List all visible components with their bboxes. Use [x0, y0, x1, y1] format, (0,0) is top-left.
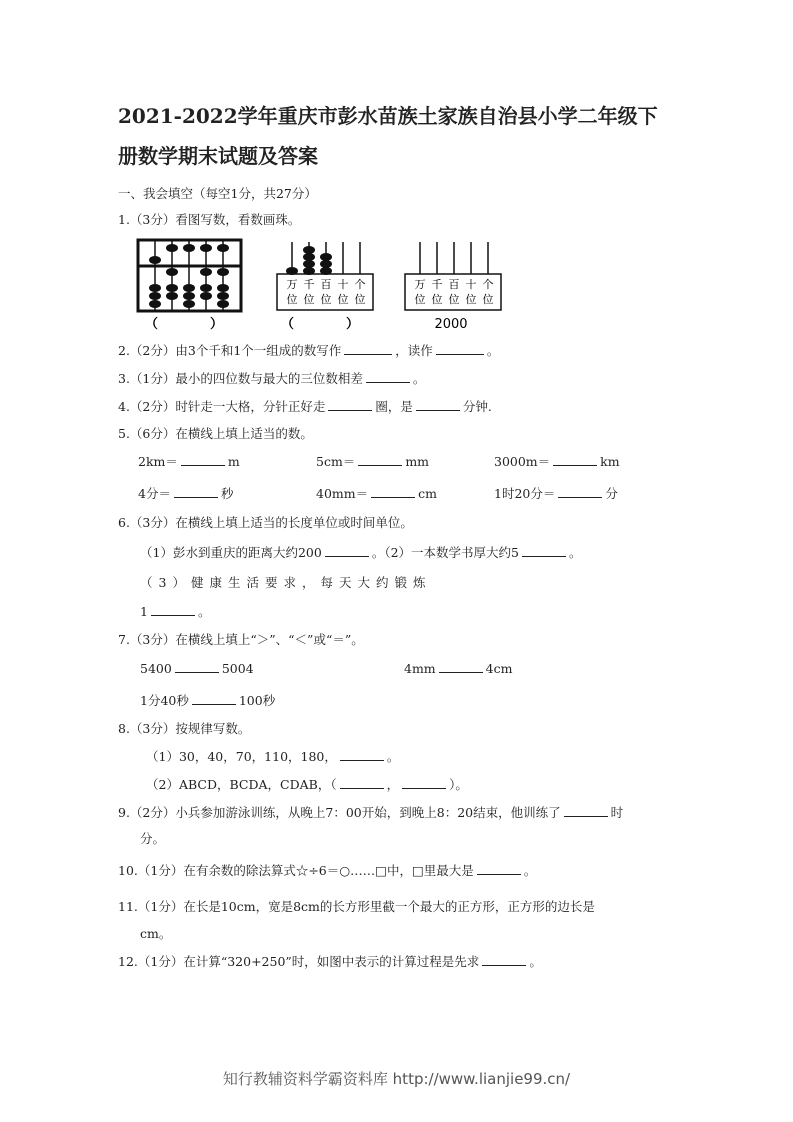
abacus-2-label-wan: 万: [286, 278, 298, 291]
q11-line-2: cm。: [140, 926, 172, 941]
q5-item-1-post: m: [227, 454, 240, 469]
q9-text-b: 时: [610, 805, 624, 820]
abacus-2-label-bai: 百: [320, 278, 332, 291]
q12-text-b: 。: [529, 954, 542, 969]
doc-title-line2: 册数学期末试题及答案: [118, 144, 318, 168]
q6-l1-c: 。: [568, 545, 582, 560]
abacus-3-unit: 位: [482, 293, 494, 306]
q5-item-5: [316, 484, 437, 502]
q5-item-2: [316, 452, 429, 470]
abacus-3-caption: 2000: [434, 317, 468, 332]
q7-item-3: [140, 691, 275, 709]
q5-item-1-pre: 2km＝: [138, 454, 178, 469]
abacus-3-unit: 位: [465, 293, 477, 306]
q8-line-1: [146, 747, 399, 765]
question-11: 11.（1分）在长是10cm，宽是8cm的长方形里截一个最大的正方形，正方形的边长是: [118, 899, 595, 914]
abacus-2-caption: （ ）: [281, 317, 360, 332]
q5-item-6: [494, 484, 618, 502]
q6-l1-a: （1）彭水到重庆的距离大约200: [140, 545, 322, 560]
q8-blank-letters-2[interactable]: [402, 776, 446, 789]
q7-item-2: [404, 660, 512, 676]
abacus-2-unit: 位: [337, 293, 349, 306]
abacus-2-label-shi: 十: [337, 278, 349, 291]
q5-blank-1[interactable]: [181, 453, 225, 466]
q8-l2-a: （2）ABCD，BCDA，CDAB，（: [146, 777, 337, 792]
q5-blank-6[interactable]: [558, 485, 602, 498]
q7-item-3-pre: 1分40秒: [140, 693, 189, 708]
abacus-3-unit: 位: [448, 293, 460, 306]
q9-text-a: 9.（2分）小兵参加游泳训练，从晚上7：00开始，到晚上8：20结束，他训练了: [118, 805, 561, 820]
abacus-figure-svg: [135, 236, 505, 332]
q5-item-6-pre: 1时20分＝: [494, 486, 556, 501]
page-footer: 知行教辅资料学霸资料库 http://www.lianjie99.cn/: [222, 1070, 571, 1088]
q5-item-1: [138, 452, 240, 470]
q7-blank-3[interactable]: [192, 692, 236, 705]
q7-blank-1[interactable]: [175, 660, 219, 673]
q5-item-4: [138, 484, 233, 502]
q5-item-5-post: cm: [418, 486, 437, 501]
q5-blank-5[interactable]: [371, 485, 415, 498]
q5-blank-2[interactable]: [358, 453, 402, 466]
abacus-3-label-ge: 个: [482, 278, 494, 291]
q10-text-a: 10.（1分）在有余数的除法算式☆÷6＝○……□中，□里最大是: [118, 863, 474, 878]
q6-blank-exercise[interactable]: [151, 603, 195, 616]
q5-item-2-post: mm: [405, 454, 430, 469]
q5-item-5-pre: 40mm＝: [316, 486, 369, 501]
q6-l3-a: 1: [140, 604, 148, 619]
question-2: [118, 341, 499, 359]
q8-l2-c: ）。: [449, 777, 468, 792]
q2-blank-reading[interactable]: [436, 342, 484, 355]
q3-text-a: 3.（1分）最小的四位数与最大的三位数相差: [118, 371, 363, 386]
q8-l1-a: （1）30，40，70，110，180，: [146, 749, 337, 764]
q8-line-2: [146, 775, 468, 793]
question-5: 5.（6分）在横线上填上适当的数。: [118, 426, 313, 441]
question-12: [118, 952, 542, 970]
q2-blank-number[interactable]: [344, 342, 392, 355]
abacus-2-label-ge: 个: [354, 278, 366, 291]
q6-l3-b: 。: [197, 604, 211, 619]
q8-blank-letters-1[interactable]: [340, 776, 384, 789]
q4-text-c: 分钟.: [462, 399, 492, 414]
q7-item-1: [140, 660, 254, 676]
q7-item-2-pre: 4mm: [404, 661, 436, 676]
q4-blank-circles[interactable]: [328, 398, 372, 411]
doc-title-line1: 2021-2022学年重庆市彭水苗族土家族自治县小学二年级下: [118, 104, 658, 128]
question-9: [118, 803, 623, 821]
q10-text-b: 。: [523, 863, 537, 878]
abacus-1: [138, 240, 241, 332]
q5-item-3-post: km: [600, 454, 620, 469]
q12-text-a: 12.（1分）在计算“320+250”时，如图中表示的计算过程是先求: [118, 954, 480, 969]
abacus-3-unit: 位: [431, 293, 443, 306]
question-6: 6.（3分）在横线上填上适当的长度单位或时间单位。: [118, 515, 413, 530]
q5-item-4-pre: 4分＝: [138, 486, 171, 501]
q9-blank-hours[interactable]: [564, 804, 608, 817]
q2-text-a: 2.（2分）由3个千和1个一组成的数写作: [118, 343, 342, 358]
q10-blank[interactable]: [477, 862, 521, 875]
q6-line-1: [140, 543, 582, 561]
abacus-3-label-bai: 百: [448, 278, 460, 291]
q5-item-3: [494, 452, 620, 470]
question-4: [118, 397, 492, 415]
q7-item-1-post: 5004: [221, 661, 254, 676]
question-3: [118, 369, 425, 387]
q7-item-2-post: 4cm: [485, 661, 513, 676]
q5-item-3-pre: 3000m＝: [494, 454, 551, 469]
q4-text-a: 4.（2分）时针走一大格，分针正好走: [118, 399, 326, 414]
abacus-figure: [135, 236, 505, 332]
q6-blank-thickness[interactable]: [522, 544, 566, 557]
abacus-3: [405, 242, 501, 332]
abacus-3-label-qian: 千: [431, 278, 443, 291]
abacus-2-unit: 位: [303, 293, 315, 306]
q7-blank-2[interactable]: [439, 660, 483, 673]
question-7: 7.（3分）在横线上填上“＞”、“＜”或“＝”。: [118, 632, 364, 647]
section-heading: 一、我会填空（每空1分，共27分）: [118, 186, 317, 201]
q4-text-b: 圈，是: [375, 399, 413, 414]
q2-text-c: 。: [486, 343, 500, 358]
abacus-3-label-wan: 万: [414, 278, 426, 291]
q6-line-2: （3）健康生活要求，每天大约锻炼: [140, 575, 432, 590]
q6-blank-distance[interactable]: [325, 544, 369, 557]
q5-item-4-post: 秒: [220, 486, 234, 501]
abacus-3-unit: 位: [414, 293, 426, 306]
abacus-2: [277, 242, 373, 332]
abacus-2-unit: 位: [354, 293, 366, 306]
question-10: [118, 861, 536, 879]
q5-item-2-pre: 5cm＝: [316, 454, 356, 469]
question-1: 1.（3分）看图写数，看数画珠。: [118, 212, 301, 227]
q4-blank-minutes[interactable]: [416, 398, 460, 411]
q2-text-b: ，读作: [395, 343, 433, 358]
q6-l1-b: 。（2）一本数学书厚大约5: [371, 545, 519, 560]
q5-item-6-post: 分: [605, 486, 618, 501]
q9-line-2: 分。: [140, 831, 166, 846]
abacus-2-label-qian: 千: [303, 278, 315, 291]
abacus-2-unit: 位: [320, 293, 332, 306]
q8-blank-sequence[interactable]: [340, 748, 384, 761]
abacus-2-unit: 位: [286, 293, 298, 306]
q8-l1-b: 。: [386, 749, 400, 764]
question-8: 8.（3分）按规律写数。: [118, 721, 251, 736]
q3-blank[interactable]: [366, 370, 410, 383]
q3-text-b: 。: [412, 371, 426, 386]
abacus-1-caption: （ ）: [145, 317, 224, 332]
q7-item-1-pre: 5400: [140, 661, 172, 676]
q5-blank-3[interactable]: [553, 453, 597, 466]
q7-item-3-post: 100秒: [238, 693, 276, 708]
q12-blank[interactable]: [482, 953, 526, 966]
q8-l2-b: ，: [386, 777, 400, 792]
q5-blank-4[interactable]: [174, 485, 218, 498]
abacus-3-label-shi: 十: [465, 278, 477, 291]
q6-line-3: [140, 602, 210, 620]
